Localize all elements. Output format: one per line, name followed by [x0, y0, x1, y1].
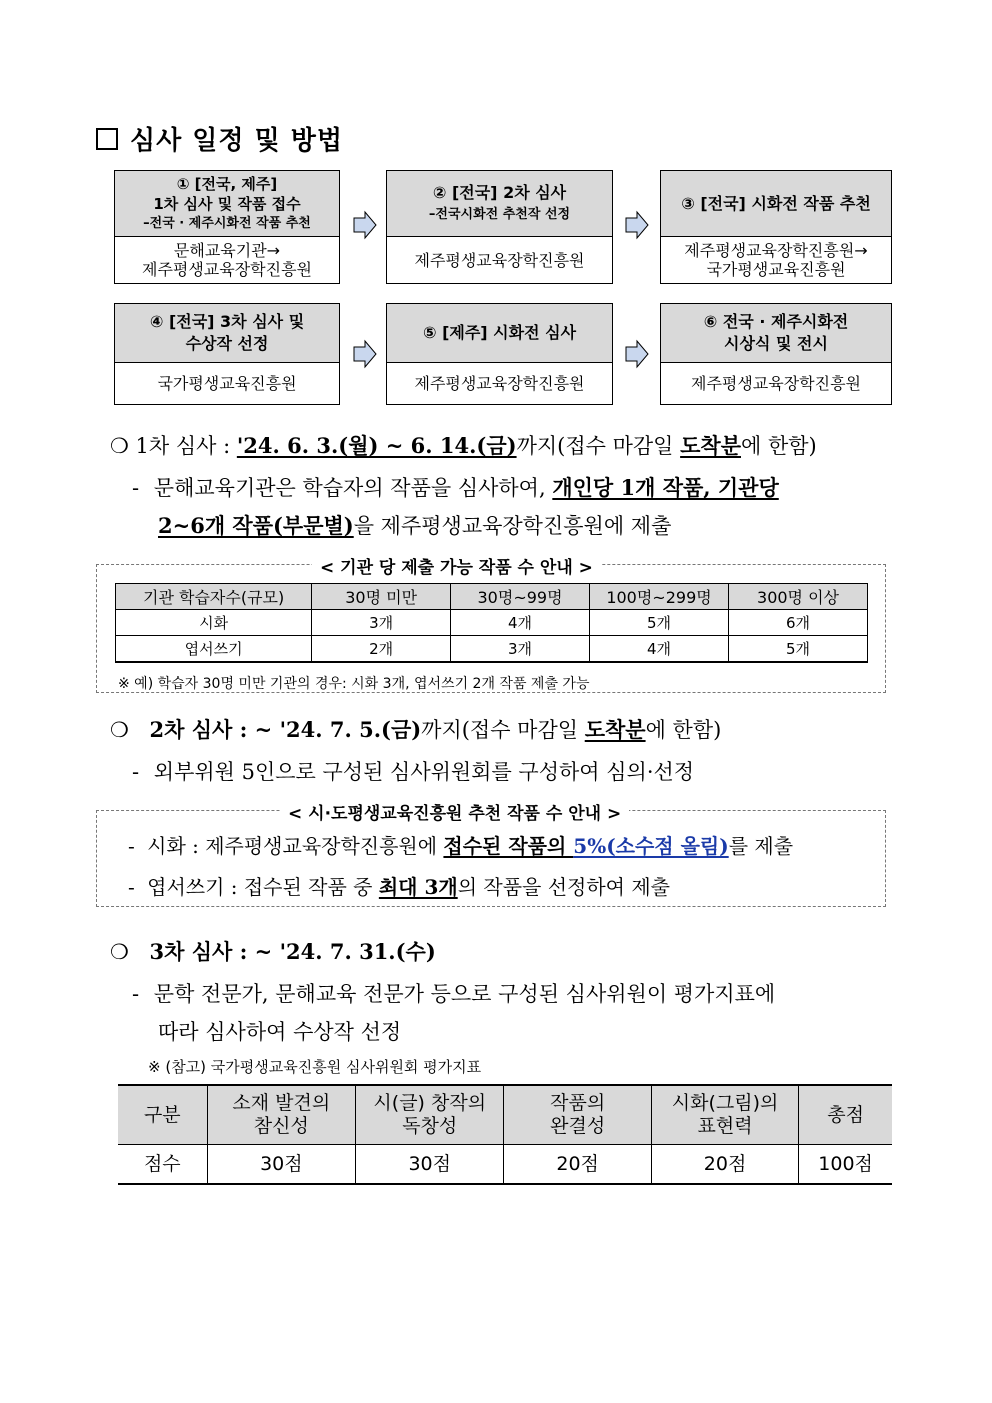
step-4-head-line1: ④ [전국] 3차 심사 및	[149, 312, 305, 331]
round1-after: 까지(접수 마감일	[516, 434, 681, 458]
table-cell: 3개	[451, 636, 590, 663]
step-2-body-line1: 제주평생교육장학진흥원	[414, 250, 585, 270]
round2-label: 2차 심사 : ~ '24. 7. 5.(금)	[149, 717, 422, 742]
step-1-head-line1: ① [전국, 제주]	[176, 174, 278, 193]
table-cell: 6개	[729, 610, 868, 636]
table-header-row	[118, 1085, 892, 1145]
table-header-cell: 소재 발견의 참신성	[207, 1085, 355, 1145]
flow-step-3	[660, 170, 892, 284]
round3-desc-line1: - 문학 전문가, 문해교육 전문가 등으로 구성된 심사위원이 평가지표에	[132, 982, 776, 1006]
round1-tail: 에 한함)	[740, 434, 817, 458]
table-cell: 5개	[729, 636, 868, 663]
table-cell: 30점	[207, 1145, 355, 1185]
step-4-body-line1: 국가평생교육진흥원	[157, 374, 297, 393]
table-header-cell: 100명~299명	[590, 584, 729, 610]
table-header-cell: 30명 미만	[312, 584, 451, 610]
flow-step-2	[386, 170, 613, 284]
round1-desc-post: 을 제주평생교육장학진흥원에 제출	[353, 514, 672, 538]
right-arrow-icon	[352, 339, 378, 369]
step-6-head-line2: 시상식 및 전시	[724, 334, 828, 353]
step-1-body-line2: 제주평생교육장학진흥원	[141, 260, 313, 279]
round1-date: '24. 6. 3.(월) ~ 6. 14.(금)	[236, 433, 517, 458]
circle-bullet-icon: ❍	[110, 434, 129, 458]
step-6-body-line1: 제주평생교육장학진흥원	[690, 374, 862, 393]
table-header-cell: 기관 학습자수(규모)	[116, 584, 312, 610]
table-header-cell: 300명 이상	[729, 584, 868, 610]
section-title: 심사 일정 및 방법	[96, 120, 343, 157]
flow-step-6	[660, 303, 892, 405]
table-cell: 3개	[312, 610, 451, 636]
flow-step-1	[114, 170, 340, 284]
step-1-body-line1: 문해교육기관→	[173, 241, 281, 260]
circle-bullet-icon: ❍	[110, 940, 129, 964]
round1-desc-pre: 문해교육기관은 학습자의 작품을 심사하여,	[153, 476, 553, 500]
round1-label: 1차 심사 :	[135, 434, 237, 458]
table-header-row	[116, 584, 868, 610]
step-2-head-line1: ② [전국] 2차 심사	[432, 182, 567, 202]
round3-desc-line2: 따라 심사하여 수상작 선정	[158, 1020, 402, 1044]
round2-line	[110, 714, 721, 744]
round1-emph: 도착분	[680, 433, 741, 458]
round1-desc-emph1: 개인당 1개 작품, 기관당	[552, 475, 779, 500]
step-1-head-line3: –전국 · 제주시화전 작품 추천	[143, 215, 311, 231]
round1-desc-emph2: 2~6개 작품(부문별)	[158, 513, 354, 538]
table-row	[118, 1145, 892, 1185]
submission-table	[115, 583, 868, 663]
table-header-cell: 시(글) 창작의 독창성	[356, 1085, 504, 1145]
table-cell: 5개	[590, 610, 729, 636]
table1-caption: < 기관 당 제출 가능 작품 수 안내 >	[312, 553, 601, 578]
table-cell: 시화	[116, 610, 312, 636]
recommend-caption: < 시·도평생교육진흥원 추천 작품 수 안내 >	[280, 799, 629, 824]
right-arrow-icon	[624, 339, 650, 369]
round3-label: 3차 심사 : ~ '24. 7. 31.(수)	[149, 939, 436, 964]
step-3-body-line1: 제주평생교육장학진흥원→	[684, 241, 868, 260]
step-4-head-line2: 수상작 선정	[185, 334, 269, 353]
flow-step-5	[386, 303, 613, 405]
table-header-cell: 작품의 완결성	[504, 1085, 651, 1145]
round2-desc: - 외부위원 5인으로 구성된 심사위원회를 구성하여 심의·선정	[132, 760, 695, 784]
table-header-cell: 시화(그림)의 표현력	[651, 1085, 798, 1145]
table-cell: 20점	[504, 1145, 651, 1185]
table-cell: 100점	[799, 1145, 892, 1185]
table-header-cell: 총점	[799, 1085, 892, 1145]
step-2-head-line2: –전국시화전 추천작 선정	[428, 206, 571, 222]
round1-desc-line2	[158, 510, 671, 540]
recommend-line1: - 시화 : 제주평생교육장학진흥원에 접수된 작품의 5%(소수점 올림)를 제출	[128, 834, 794, 858]
step-5-head-line1: ⑤ [제주] 시화전 심사	[422, 323, 577, 342]
table-cell: 점수	[118, 1145, 207, 1185]
round2-after: 까지(접수 마감일	[421, 718, 585, 742]
table-header-cell: 구분	[118, 1085, 207, 1145]
evaluation-table	[118, 1084, 892, 1185]
table-cell: 4개	[590, 636, 729, 663]
recommend-line2: - 엽서쓰기 : 접수된 작품 중 최대 3개의 작품을 선정하여 제출	[128, 875, 670, 899]
table1-note: ※ 예) 학습자 30명 미만 기관의 경우: 시화 3개, 엽서쓰기 2개 작품 제출 가능	[118, 676, 590, 692]
step-1-head-line2: 1차 심사 및 작품 접수	[153, 194, 301, 213]
table-cell: 2개	[312, 636, 451, 663]
round3-line	[110, 936, 436, 966]
flow-step-4	[114, 303, 340, 405]
step-6-head-line1: ⑥ 전국 · 제주시화전	[703, 312, 849, 331]
table-header-cell: 30명~99명	[451, 584, 590, 610]
table-row	[116, 610, 868, 636]
circle-bullet-icon: ❍	[110, 718, 129, 742]
square-bullet-icon	[96, 128, 118, 150]
table-cell: 엽서쓰기	[116, 636, 312, 663]
step-3-body-line2: 국가평생교육진흥원	[706, 260, 846, 279]
round2-tail: 에 한함)	[645, 718, 722, 742]
round1-desc-line1: - 문해교육기관은 학습자의 작품을 심사하여, 개인당 1개 작품, 기관당	[132, 475, 779, 500]
table-row	[116, 636, 868, 663]
right-arrow-icon	[352, 210, 378, 240]
right-arrow-icon	[624, 210, 650, 240]
table-cell: 20점	[651, 1145, 798, 1185]
table-cell: 4개	[451, 610, 590, 636]
table-cell: 30점	[356, 1145, 504, 1185]
round1-line	[110, 430, 817, 460]
step-5-body-line1: 제주평생교육장학진흥원	[414, 374, 585, 393]
round3-ref: ※ (참고) 국가평생교육진흥원 심사위원회 평가지표	[148, 1058, 482, 1076]
step-3-head-line1: ③ [전국] 시화전 작품 추천	[681, 193, 871, 213]
round2-emph: 도착분	[584, 717, 646, 742]
